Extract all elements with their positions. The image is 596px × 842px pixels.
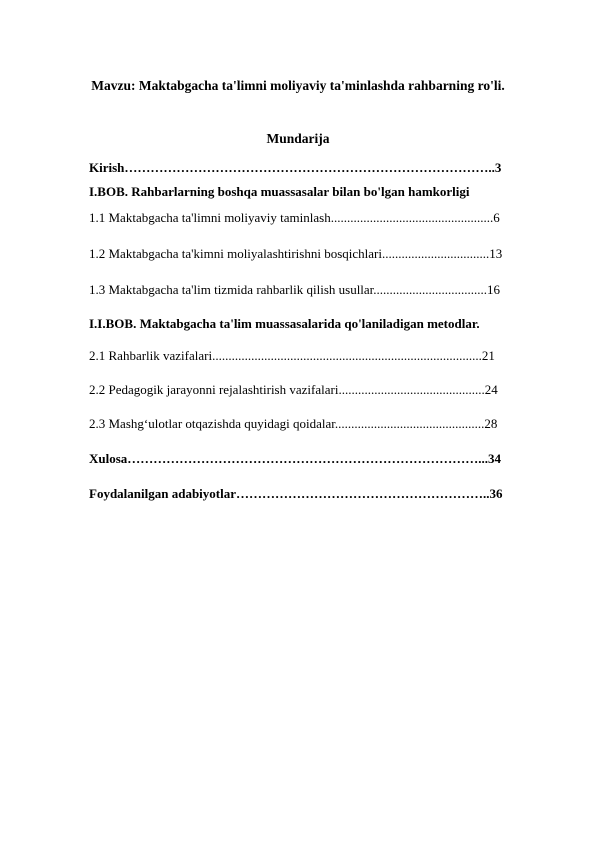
toc-entry-2-1: 2.1 Rahbarlik vazifalari...................................................................................21 bbox=[89, 348, 495, 363]
toc-entry-references: Foydalanilgan adabiyotlar…………………………………………………..36 bbox=[89, 486, 503, 501]
toc-entry-chapter-2: I.I.BOB. Maktabgacha ta'lim muassasalarida qo'laniladigan metodlar. bbox=[89, 316, 480, 331]
toc-entry-2-3: 2.3 Mashg‘ulotlar otqazishda quyidagi qoidalar..............................................28 bbox=[89, 416, 498, 431]
toc-entry-kirish: Kirish…………………………………………………………………………..3 bbox=[89, 160, 502, 175]
toc-entry-1-1: 1.1 Maktabgacha ta'limni moliyaviy taminlash..................................................6 bbox=[89, 210, 500, 225]
toc-entry-xulosa: Xulosa………………………………………………………………………...34 bbox=[89, 451, 502, 466]
toc-entry-1-2: 1.2 Maktabgacha ta'kimni moliyalashtirishni bosqichlari.................................13 bbox=[89, 246, 503, 261]
toc-title: Mundarija bbox=[266, 131, 330, 146]
toc-entry-chapter-1: I.BOB. Rahbarlarning boshqa muassasalar bilan bo'lgan hamkorligi bbox=[89, 184, 470, 199]
toc-entry-1-3: 1.3 Maktabgacha ta'lim tizmida rahbarlik qilish usullar...................................16 bbox=[89, 282, 501, 297]
document-topic: Mavzu: Maktabgacha ta'limni moliyaviy ta'minlashda rahbarning ro'li. bbox=[91, 78, 505, 93]
toc-entry-2-2: 2.2 Pedagogik jarayonni rejalashtirish vazifalari.............................................24 bbox=[89, 382, 498, 397]
